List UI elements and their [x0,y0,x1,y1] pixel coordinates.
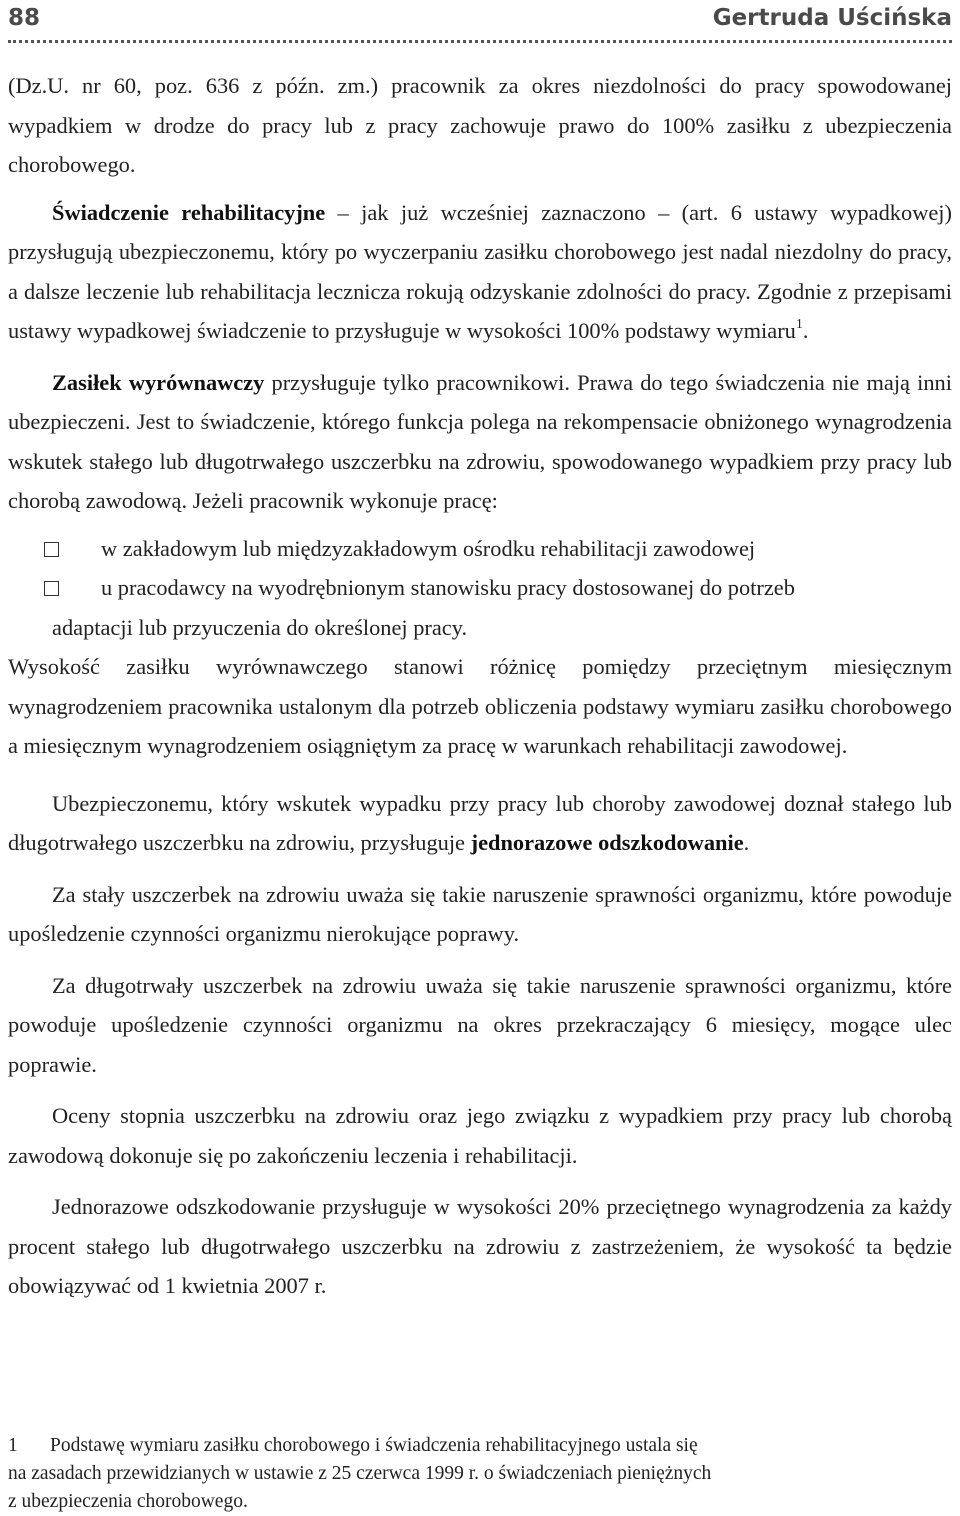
paragraph: Za długotrwały uszczerbek na zdrowiu uważa się takie naruszenie sprawności organizmu, które powoduje upośledzenie czynności organizmu na okres przekraczający 6 miesięcy, mogące ulec poprawie. [8,972,952,1077]
list-item: u pracodawcy na wyodrębnionym stanowisku pracy dostosowanej do potrzeb [8,568,952,608]
term-bold: Świadczenie rehabilitacyjne [52,199,326,225]
header-divider [8,40,952,43]
paragraph-lump-sum: Ubezpieczonemu, który wskutek wypadku przy pracy lub choroby zawodowej doznał stałego lub długotrwałego uszczerbku na zdrowiu, przysługuje jednorazowe odszkodowanie. [8,790,952,855]
author-name: Gertruda Uścińska [712,5,952,31]
footnote-reference: 1 [795,317,803,332]
paragraph-compensation: Zasiłek wyrównawczy przysługuje tylko pracownikowi. Prawa do tego świadczenia nie mają inni ubezpieczeni. Jest to świadczenie, którego funkcja polega na rekompensacie obniżonego wynagrodzenia wskutek stałego lub długotrwałego uszczerbku na zdrowiu, spowodowanego wypadkiem przy pracy lub chorobą zawodową. Jeżeli pracownik wykonuje pracę: [8,369,952,513]
paragraph: Jednorazowe odszkodowanie przysługuje w wysokości 20% przeciętnego wynagrodzenia za każdy procent stałego lub długotrwałego uszczerbku na zdrowiu z zastrzeżeniem, że wysokość ta będzie obowiązywać od 1 kwietnia 2007 r. [8,1194,952,1298]
page-number: 88 [8,5,41,31]
list-item-continuation: adaptacji lub przyuczenia do określonej pracy. [52,614,468,640]
paragraph: Oceny stopnia uszczerbku na zdrowiu oraz jego związku z wypadkiem przy pracy lub chorobą zawodową dokonuje się po zakończeniu leczenia i rehabilitacji. [8,1103,952,1168]
paragraph-rehabilitation: Świadczenie rehabilitacyjne – jak już wcześniej zaznaczono – (art. 6 ustawy wypadkowej) przysługują ubezpieczonemu, który po wyczerpaniu zasiłku chorobowego jest nadal niezdolny do pracy, a dalsze leczenie lub rehabilitacja lecznicza rokują odzyskanie zdolności do pracy. Zgodnie z przepisami ustawy wypadkowej świadczenie to przysługuje w wysokości 100% podstawy wymiaru$^1$. [8,199,952,343]
body-text [8,66,952,1306]
running-header [8,0,952,36]
footnote: 1 Podstawę wymiaru zasiłku chorobowego i świadczenia rehabilitacyjnego ustala się na zasadach przewidzianych w ustawie z 25 czerwca 1999 r. o świadczeniach pieniężnych z ubezpieczenia chorobowego. [8,1432,920,1516]
footnote-number: 1 [8,1435,18,1456]
paragraph: Wysokość zasiłku wyrównawczego stanowi różnicę pomiędzy przeciętnym miesięcznym wynagrodzeniem pracownika ustalonym dla potrzeb obliczenia podstawy wymiaru zasiłku chorobowego a miesięcznym wynagrodzeniem osiągniętym za pracę w warunkach rehabilitacji zawodowej. [8,654,952,758]
paragraph: (Dz.U. nr 60, poz. 636 z późn. zm.) pracownik za okres niezdolności do pracy spowodowanej wypadkiem w drodze do pracy lub z pracy zachowuje prawo do 100% zasiłku z ubezpieczenia chorobowego. [8,73,952,177]
term-bold: Zasiłek wyrównawczy [52,369,265,395]
term-bold: jednorazowe odszkodowanie [470,830,744,855]
square-bullet-icon [44,581,59,596]
square-bullet-icon [44,542,59,557]
paragraph: Za stały uszczerbek na zdrowiu uważa się takie naruszenie sprawności organizmu, które powoduje upośledzenie czynności organizmu nierokujące poprawy. [8,881,952,946]
list-item: w zakładowym lub międzyzakładowym ośrodku rehabilitacji zawodowej [8,529,952,569]
